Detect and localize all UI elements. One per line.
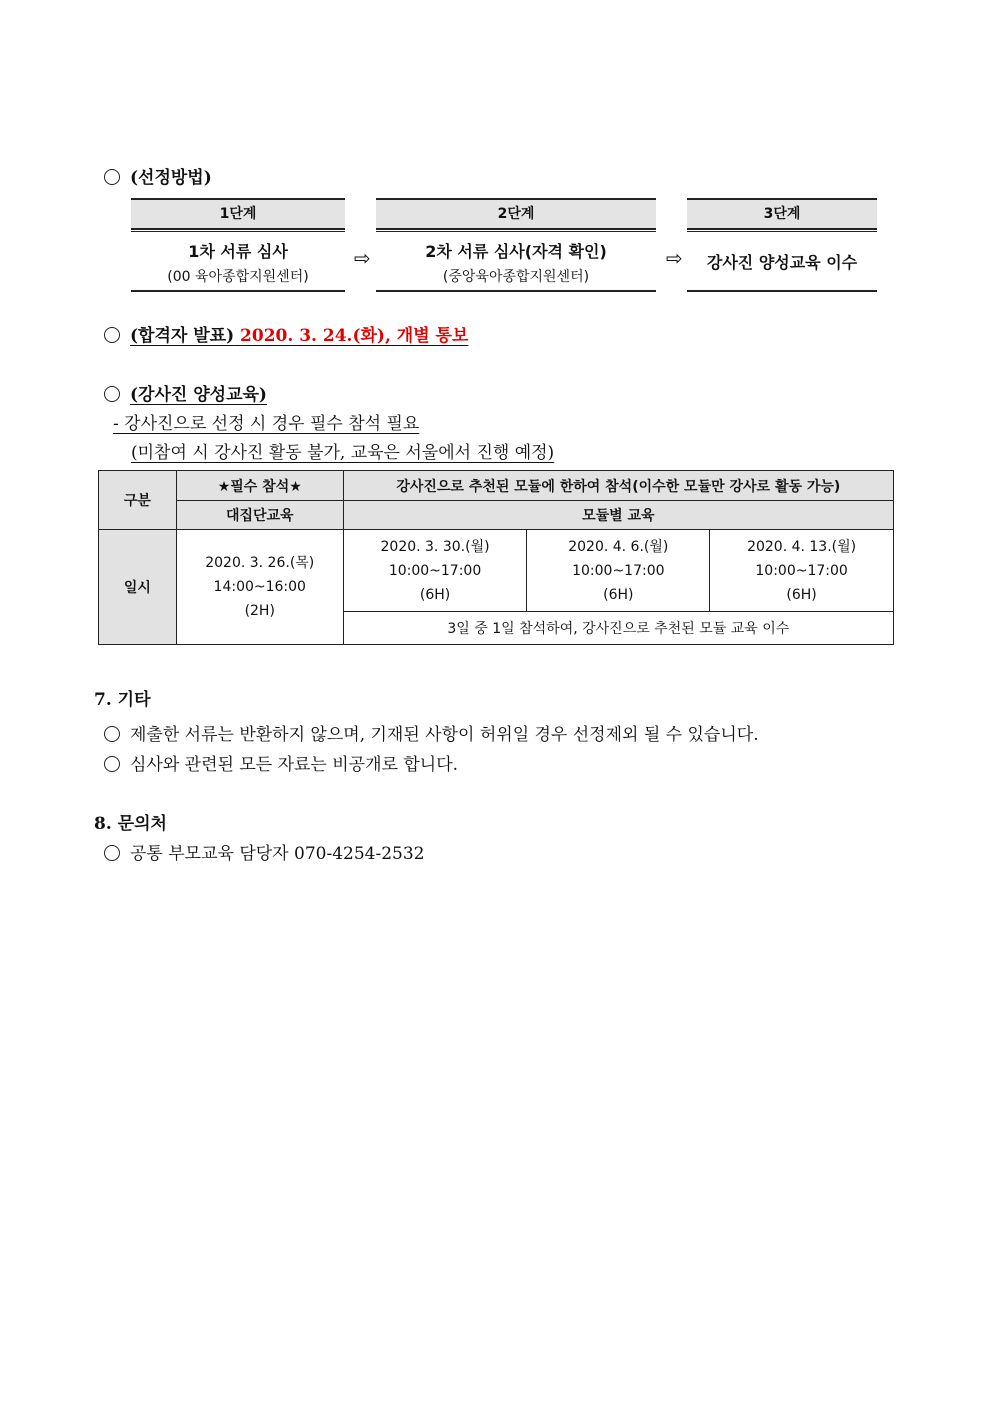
section-7-item-text: 심사와 관련된 모든 자료는 비공개로 합니다. <box>130 755 459 775</box>
arrow-right-icon: ⇨ <box>666 246 683 270</box>
section-8-item-1 <box>104 839 424 864</box>
module-date: 2020. 3. 30.(월) <box>380 538 490 555</box>
announcement-detail: 2020. 3. 24.(화), 개별 통보 <box>240 326 469 346</box>
stage-2-box <box>376 229 656 292</box>
module-time: 10:00~17:00 <box>755 562 848 579</box>
section-8-item-text: 공통 부모교육 담당자 070-4254-2532 <box>130 844 425 864</box>
module-note: 3일 중 1일 참석하여, 강사진으로 추천된 모듈 교육 이수 <box>343 612 893 645</box>
mandatory-subheader: 대집단교육 <box>176 501 343 530</box>
mandatory-date-cell <box>176 530 343 645</box>
selection-heading-line <box>104 163 212 188</box>
mandatory-time: 14:00~16:00 <box>213 579 306 595</box>
stage-1-sub: (00 육아종합지원센터) <box>167 269 309 285</box>
training-line-1: - 강사진으로 선정 시 경우 필수 참석 필요 <box>113 414 420 434</box>
module-hours: (6H) <box>419 586 451 603</box>
section-7-item-2 <box>104 750 458 775</box>
selection-heading: (선정방법) <box>130 168 212 188</box>
module-subheader: 모듈별 교육 <box>343 501 893 530</box>
mandatory-date: 2020. 3. 26.(목) <box>205 555 315 571</box>
announcement-heading: (합격자 발표) <box>130 326 235 346</box>
training-line-2: (미참여 시 강사진 활동 불가, 교육은 서울에서 진행 예정) <box>131 443 555 463</box>
module-hours: (6H) <box>786 586 817 603</box>
module-3-cell <box>710 530 894 612</box>
mandatory-header: ★필수 참석★ <box>176 471 343 501</box>
section-8-title: 8. 문의처 <box>94 814 167 834</box>
module-header: 강사진으로 추천된 모듈에 한하여 참석(이수한 모듈만 강사로 활동 가능) <box>343 471 893 501</box>
module-1-cell <box>343 530 527 612</box>
module-date: 2020. 4. 6.(월) <box>568 538 669 555</box>
stage-3-title: 강사진 양성교육 이수 <box>706 253 858 272</box>
circle-bullet-icon <box>104 169 120 185</box>
stage-3-box <box>687 229 877 292</box>
module-2-cell <box>527 530 710 612</box>
stage-3-label: 3단계 <box>687 198 877 229</box>
stage-2-sub: (중앙육아종합지원센터) <box>442 269 590 285</box>
announcement-line <box>104 321 468 346</box>
arrow-right-icon: ⇨ <box>354 246 371 270</box>
section-7-item-1 <box>104 720 759 745</box>
section-7-item-text: 제출한 서류는 반환하지 않으며, 기재된 사항이 허위일 경우 선정제외 될 수 있습니다. <box>130 725 759 745</box>
training-schedule-table <box>98 470 894 645</box>
circle-bullet-icon <box>104 756 120 772</box>
module-time: 10:00~17:00 <box>572 562 665 579</box>
module-date: 2020. 4. 13.(월) <box>747 538 857 555</box>
stage-1-title: 1차 서류 심사 <box>188 242 288 261</box>
section-7-title: 7. 기타 <box>94 690 151 710</box>
circle-bullet-icon <box>104 845 120 861</box>
circle-bullet-icon <box>104 386 120 402</box>
mandatory-hours: (2H) <box>244 603 275 619</box>
circle-bullet-icon <box>104 327 120 343</box>
stage-1-box <box>131 229 345 292</box>
schedule-row-label: 일시 <box>99 530 177 645</box>
stage-2-label: 2단계 <box>376 198 656 229</box>
stage-2-title: 2차 서류 심사(자격 확인) <box>425 242 607 261</box>
module-time: 10:00~17:00 <box>388 562 482 579</box>
training-heading-line <box>104 380 267 405</box>
training-heading: (강사진 양성교육) <box>130 385 267 405</box>
category-header: 구분 <box>99 471 177 530</box>
module-hours: (6H) <box>603 586 634 603</box>
stage-1-label: 1단계 <box>131 198 345 229</box>
circle-bullet-icon <box>104 726 120 742</box>
